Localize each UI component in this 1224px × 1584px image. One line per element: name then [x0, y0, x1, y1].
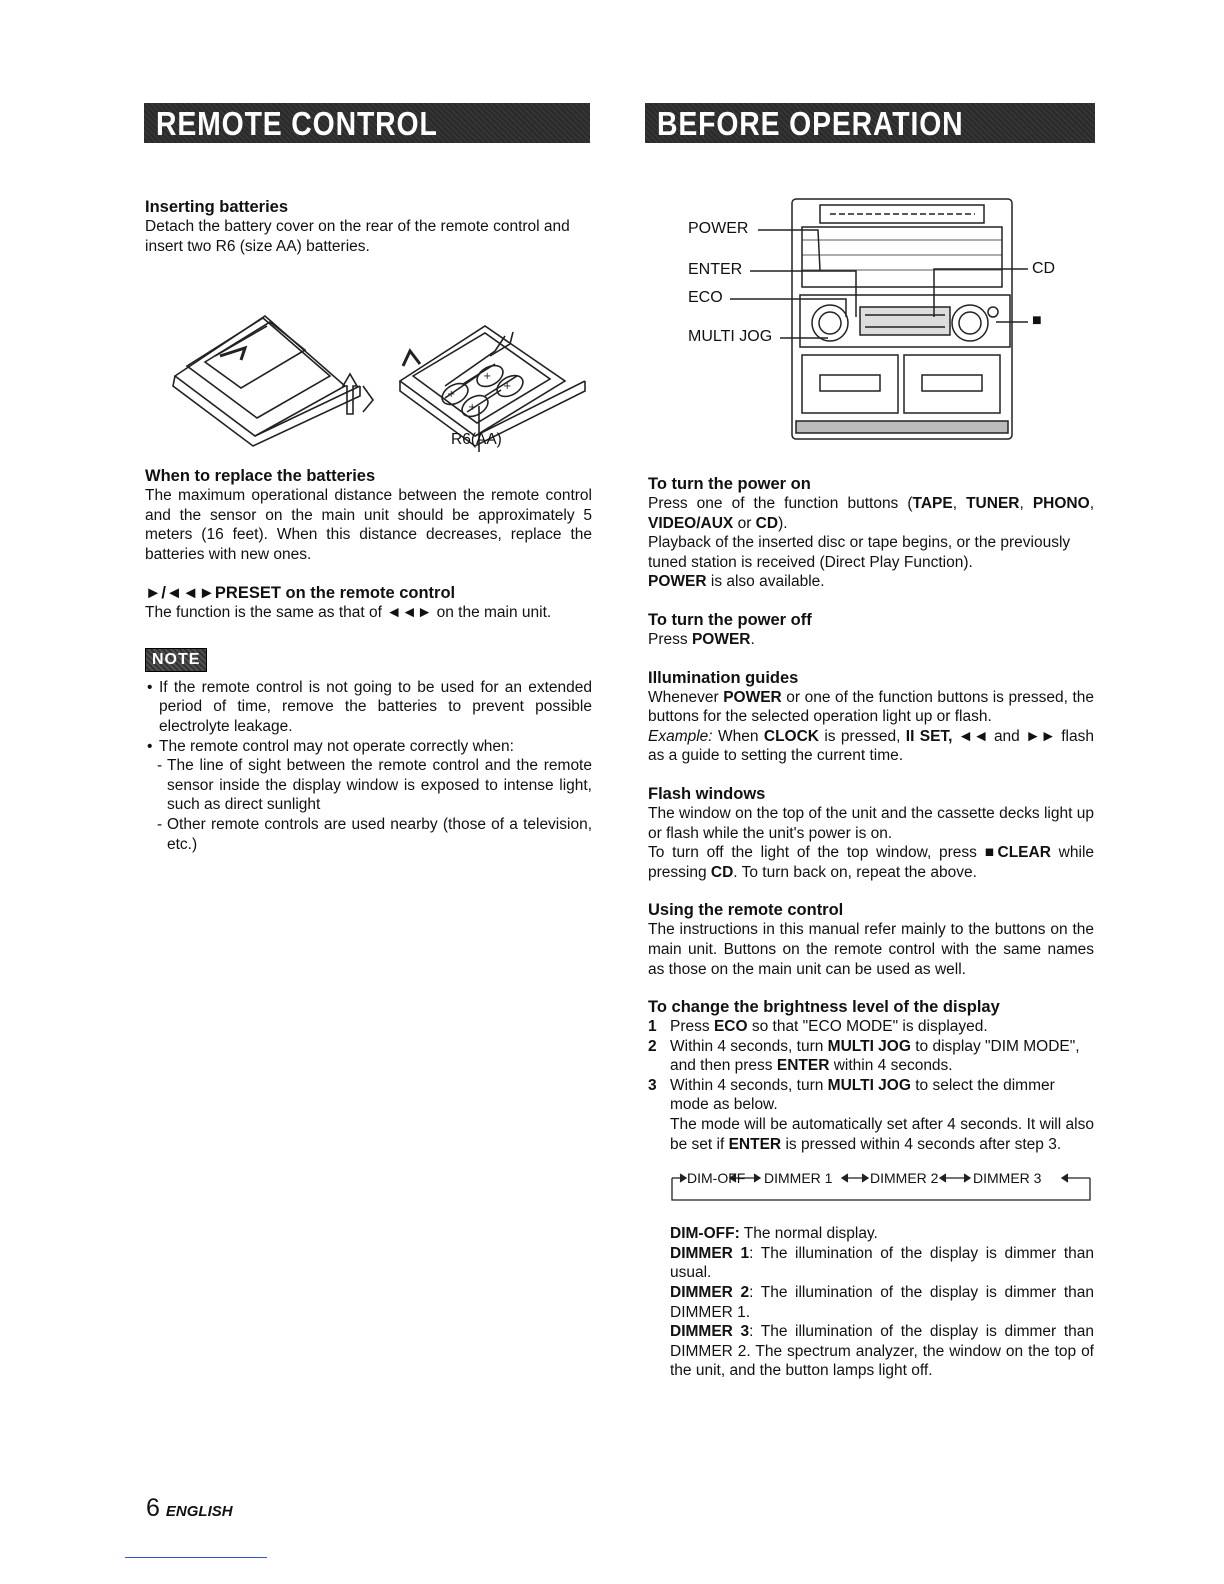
- section-heading: [145, 583, 592, 603]
- section-text: [648, 572, 1094, 592]
- battery-label: R6(AA): [451, 431, 502, 449]
- step-number: 2: [648, 1037, 657, 1055]
- section-heading: Flash windows: [648, 784, 766, 803]
- text-part: Press: [670, 1018, 714, 1036]
- label-eco: ECO: [688, 289, 723, 306]
- text-part: ,: [952, 495, 967, 512]
- step-detail: [670, 1115, 1094, 1154]
- definition: [670, 1244, 1094, 1283]
- definition-term: DIMMER 2: [670, 1284, 750, 1302]
- text-part: while pressing: [648, 844, 1095, 881]
- definition: [670, 1283, 1094, 1322]
- text-part: ,: [1089, 495, 1094, 512]
- definition-term: DIMMER 3: [670, 1323, 750, 1341]
- dim-mode: DIMMER 1: [764, 1170, 833, 1187]
- section-text: The window on the top of the unit and the cassette decks light up or flash while the unit's power is on.: [648, 804, 1094, 842]
- step-number: 1: [648, 1018, 657, 1036]
- dimmer-definitions: [648, 1224, 1094, 1381]
- section-banner-before-operation: [645, 103, 1095, 143]
- section-heading: To turn the power off: [648, 610, 812, 629]
- section-heading: To turn the power on: [648, 475, 811, 493]
- step-item: [648, 1037, 1094, 1076]
- forward-symbol: ►►: [1025, 727, 1056, 745]
- example-label: Example:: [648, 727, 713, 745]
- note-item: [145, 737, 592, 855]
- text-part: The mode will be automatically set after 4 seconds. It will also be set if: [670, 1116, 1094, 1153]
- text-part: ,: [1019, 495, 1033, 512]
- section-text: Playback of the inserted disc or tape begins, or the previously tuned station is received (Direct Play Function).: [648, 534, 1071, 571]
- note-item: • If the remote control is not going to be used for an extended period of time, remove the batteries to prevent possible electrolyte leakage.: [145, 678, 592, 737]
- preset-symbols: ►/◄◄►: [145, 583, 215, 602]
- text-part: within 4 seconds.: [829, 1057, 953, 1075]
- section-heading: When to replace the batteries: [145, 467, 376, 486]
- text-part: To turn off the light of the top window, press: [648, 844, 985, 862]
- right-column: [648, 474, 1094, 1381]
- dimmer-cycle-diagram: [670, 1164, 1094, 1208]
- preset-heading-text: PRESET on the remote control: [214, 583, 456, 602]
- sub-note-item: - The line of sight between the remote control and the remote sensor inside the display window is exposed to intense light, such as direct sunlight: [145, 756, 592, 815]
- definition-term: DIMMER 1: [670, 1244, 750, 1262]
- label-enter: ENTER: [688, 261, 743, 278]
- button-name: ENTER: [728, 1135, 782, 1153]
- text-part: is pressed within 4 seconds after step 3.: [781, 1135, 1062, 1153]
- notes-list: [145, 678, 592, 854]
- text-part: is also available.: [706, 573, 825, 591]
- definition-text: The normal display.: [739, 1225, 878, 1243]
- text-part: on the main unit.: [436, 603, 552, 621]
- label-cd: CD: [1032, 260, 1056, 277]
- button-name: MULTI JOG: [827, 1037, 911, 1055]
- definition: [670, 1224, 1094, 1244]
- brightness-section: [648, 997, 1094, 1381]
- label-stop: ■: [1032, 312, 1042, 329]
- text-part: Press: [648, 630, 692, 648]
- button-name: ■CLEAR: [984, 844, 1051, 862]
- button-name: POWER: [723, 688, 782, 706]
- note-section: [145, 640, 592, 854]
- sub-notes-list: [145, 756, 592, 854]
- text-part: or one of the function buttons is pressed, the buttons for the selected operation light up or flash.: [648, 688, 1094, 726]
- button-name: POWER: [691, 630, 751, 648]
- text-part: Whenever: [648, 688, 724, 706]
- button-name: TAPE: [912, 495, 953, 512]
- button-name: CLOCK: [763, 727, 819, 745]
- section-text: Detach the battery cover on the rear of the remote control and insert two R6 (size AA) batteries.: [145, 218, 570, 255]
- note-text: The remote control may not operate correctly when:: [159, 737, 514, 755]
- replace-section: [145, 466, 592, 564]
- text-part: When: [712, 727, 764, 745]
- left-column: [145, 197, 592, 854]
- section-heading: Inserting batteries: [145, 198, 289, 216]
- steps-list: [648, 1017, 1094, 1208]
- button-name: POWER: [648, 573, 707, 591]
- label-multi-jog: MULTI JOG: [688, 328, 773, 345]
- section-text: The instructions in this manual refer mainly to the buttons on the main unit. Buttons on the remote control with the same names as those on the main unit can be used as well.: [648, 921, 1094, 978]
- illumination-section: [648, 668, 1094, 766]
- footer-rule: [125, 1557, 267, 1558]
- text-part: . To turn back on, repeat the above.: [733, 863, 977, 881]
- text-part: or: [733, 514, 756, 532]
- power-off-section: [648, 610, 1094, 650]
- section-heading: Illumination guides: [648, 668, 799, 687]
- definition-term: DIM-OFF:: [670, 1225, 740, 1243]
- svg-text:+: +: [503, 381, 512, 393]
- button-name: CD: [755, 514, 779, 532]
- page-footer: [146, 1494, 233, 1523]
- section-text: [648, 688, 1094, 727]
- flash-section: [648, 784, 1094, 882]
- definition-text: : The illumination of the display is dimmer than usual.: [670, 1244, 1094, 1282]
- preset-main-symbols: ◄◄►: [386, 603, 433, 621]
- remote-battery-diagram: [145, 256, 592, 452]
- preset-section: [145, 583, 592, 623]
- button-name: ENTER: [776, 1057, 830, 1075]
- section-text: [145, 603, 592, 623]
- text-part: ).: [778, 514, 788, 532]
- battery-illustration: [145, 256, 592, 452]
- definition: [670, 1322, 1094, 1381]
- dim-mode: DIM-OFF: [687, 1170, 746, 1187]
- button-name: PHONO: [1032, 495, 1090, 512]
- banner-title: BEFORE OPERATION: [657, 105, 964, 142]
- svg-text:+: +: [468, 402, 477, 414]
- stereo-diagram: [680, 195, 1080, 445]
- banner-title: REMOTE CONTROL: [156, 105, 438, 142]
- section-text: The maximum operational distance between the remote control and the sensor on the main unit should be approximately 5 meters (16 feet). When this distance decreases, replace the batteries with new ones.: [145, 487, 592, 563]
- svg-text:+: +: [483, 371, 492, 383]
- page-number: 6: [146, 1494, 160, 1522]
- section-text: [648, 727, 1094, 766]
- button-name: VIDEO/AUX: [648, 514, 734, 532]
- text-part: Within 4 seconds, turn: [670, 1076, 828, 1094]
- button-name: CD: [710, 863, 734, 881]
- dim-mode: DIMMER 3: [973, 1170, 1042, 1187]
- remote-section: [648, 900, 1094, 979]
- text-part: to select the dimmer mode as below.: [670, 1076, 1055, 1114]
- step-item: [648, 1076, 1094, 1208]
- button-name: MULTI JOG: [827, 1076, 911, 1094]
- section-text: [648, 630, 1094, 650]
- text-part: .: [750, 630, 755, 648]
- rewind-symbol: ◄◄: [952, 727, 989, 745]
- power-on-section: [648, 474, 1094, 592]
- text-part: and: [988, 727, 1026, 745]
- section-banner-remote-control: [144, 103, 590, 143]
- text-part: Press one of the function buttons (: [648, 495, 913, 512]
- section-text: [648, 494, 1094, 533]
- text-part: so that "ECO MODE" is displayed.: [747, 1018, 988, 1036]
- definition-text: : The illumination of the display is dimmer than DIMMER 2. The spectrum analyzer, the window on the top of the unit, and the button lamps light off.: [670, 1323, 1094, 1380]
- button-name: II SET,: [905, 727, 953, 745]
- label-power: POWER: [688, 220, 749, 237]
- button-name: ECO: [713, 1018, 748, 1036]
- text-part: to display "DIM MODE", and then press: [670, 1037, 1080, 1075]
- step-number: 3: [648, 1076, 657, 1094]
- button-name: TUNER: [966, 495, 1020, 512]
- step-item: [648, 1017, 1094, 1037]
- section-heading: Using the remote control: [648, 901, 844, 920]
- text-part: The function is the same as that of: [145, 603, 382, 621]
- text-part: flash as a guide to setting the current time.: [648, 727, 1094, 765]
- definition-text: : The illumination of the display is dimmer than DIMMER 1.: [670, 1284, 1094, 1321]
- note-badge: NOTE: [145, 648, 207, 672]
- dim-mode: DIMMER 2: [870, 1170, 939, 1187]
- inserting-section: [145, 197, 592, 256]
- text-part: is pressed,: [818, 727, 906, 745]
- section-text: [648, 843, 1094, 882]
- sub-note-item: - Other remote controls are used nearby (those of a television, etc.): [145, 815, 592, 854]
- text-part: Within 4 seconds, turn: [670, 1037, 828, 1055]
- svg-text:+: +: [447, 389, 456, 401]
- language-label: ENGLISH: [165, 1503, 233, 1520]
- section-heading: To change the brightness level of the display: [648, 998, 1000, 1017]
